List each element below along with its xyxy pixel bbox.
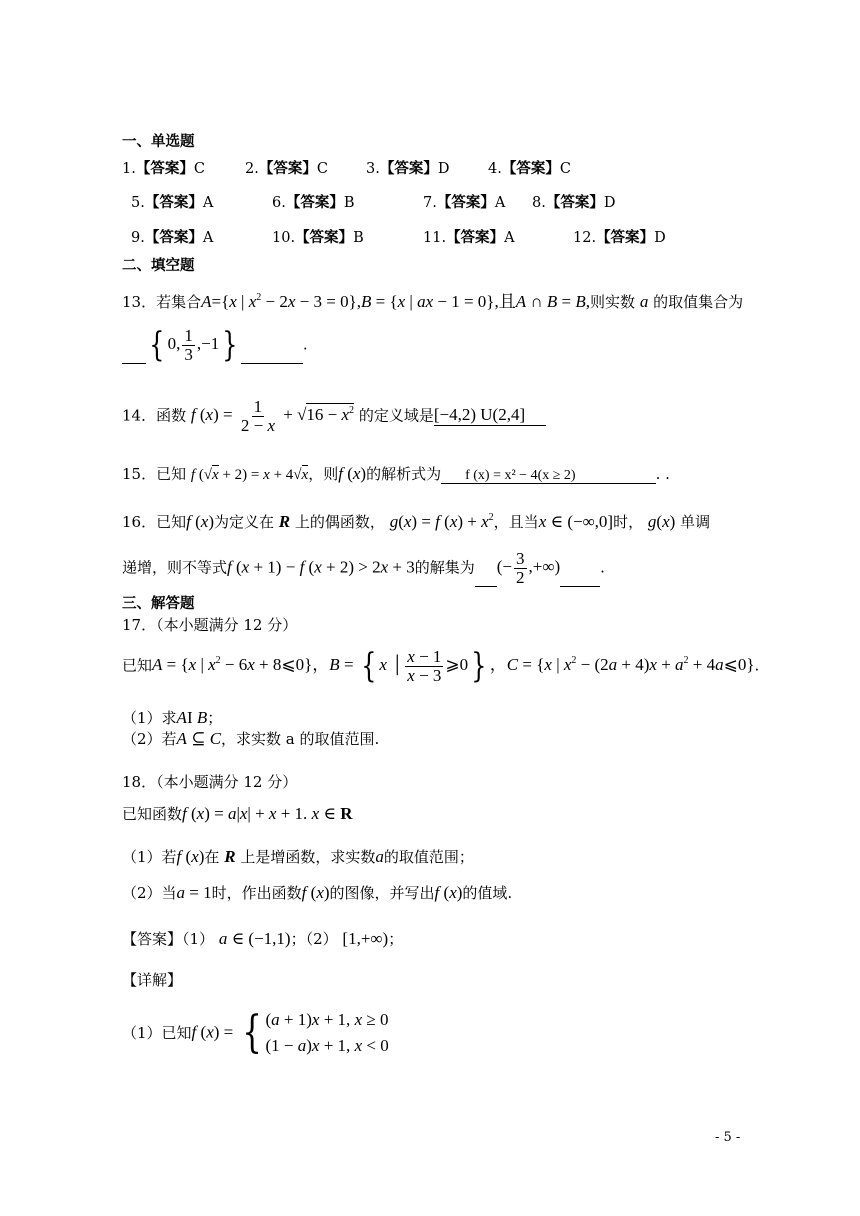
question-16-answer: (− $\frac{3}{2}$ ,+∞) bbox=[496, 549, 561, 587]
answer-9: 9.【答案】A bbox=[131, 230, 214, 246]
page-number: - 5 - bbox=[715, 1130, 741, 1145]
section-heading-solutions: 三、解答题 bbox=[122, 596, 195, 612]
question-17-sets: 已知A = {x | $x^2 - 6x$ + 8⩽0}，B = { x │ $\frac{x - 1}{x - 3}$ ⩾0} ，C = {x | $x^2 - (2a + 4)x + a^2$ + 4a⩽0}. bbox=[122, 646, 760, 687]
question-17-part-1: （1）求AI B； bbox=[122, 708, 223, 727]
question-15: 15．已知 f (√x + 2) = x + 4√x，则f (x)的解析式为 f (x) = x² − 4(x ≥ 2) . . bbox=[122, 464, 670, 483]
answer-6: 6.【答案】B bbox=[272, 195, 355, 211]
question-number: 13． bbox=[122, 293, 157, 311]
answer-10: 10.【答案】B bbox=[272, 230, 364, 246]
question-16-line-1: 16．已知f (x)为定义在 R 上的偶函数， g(x) = f $(x) + x^2$，且当x ∈ (−∞,0]时， g(x) 单调 bbox=[122, 512, 711, 531]
question-18-part-2: （2）当a = 1时，作出函数f (x)的图像，并写出f (x)的值域. bbox=[122, 883, 513, 902]
question-17-part-2: （2）若A ⊆ C，求实数 a 的取值范围. bbox=[122, 729, 380, 748]
question-13: 13．若集合A={x | $x^2 - 2x - 3 = 0\},B = \{x$ | ax − 1 = 0},且A ∩ B = B,则实数 a 的取值集合为 bbox=[122, 292, 744, 311]
answer-12: 12.【答案】D bbox=[573, 230, 666, 246]
question-18-part-1: （1）若f (x)在 R 上是增函数，求实数a的取值范围； bbox=[122, 847, 474, 866]
question-17-header: 17．（本小题满分 12 分） bbox=[122, 616, 298, 634]
question-14-answer: [−4,2) U(2,4] bbox=[434, 405, 546, 426]
question-15-answer: f (x) = x² − 4(x ≥ 2) bbox=[465, 468, 576, 483]
answer-7: 7.【答案】A bbox=[423, 195, 506, 211]
question-14: 14．函数 f (x) = $\frac{1}{2 - x}$ + $√16 - x^2$ 的定义域是[−4,2) U(2,4] bbox=[122, 398, 546, 435]
answer-1: 1.【答案】C bbox=[122, 161, 205, 177]
answer-4: 4.【答案】C bbox=[488, 161, 571, 177]
answer-8: 8.【答案】D bbox=[532, 195, 616, 211]
section-heading-single-choice: 一、单选题 bbox=[122, 134, 195, 150]
question-18-function: 已知函数f (x) = a|x| + x + 1. x ∈ R bbox=[122, 804, 353, 823]
question-18-detail-label: 【详解】 bbox=[122, 971, 183, 989]
question-16-line-2: 递增，则不等式f (x + 1) − f (x + 2) > 2x + 3的解集为 (− $\frac{3}{2}$ ,+∞) . bbox=[122, 549, 605, 587]
question-18-answer: 【答案】（1） a ∈ (−1,1)；（2） [1,+∞)； bbox=[122, 929, 404, 948]
answer-5: 5.【答案】A bbox=[131, 195, 214, 211]
answer-2: 2.【答案】C bbox=[245, 161, 328, 177]
answer-3: 3.【答案】D bbox=[366, 161, 450, 177]
answer-11: 11.【答案】A bbox=[423, 230, 515, 246]
section-heading-fill-in: 二、填空题 bbox=[122, 258, 195, 274]
question-18-header: 18．（本小题满分 12 分） bbox=[122, 773, 298, 791]
question-18-detail: （1）已知f (x) = { (a + 1)x + 1, x ≥ 0 (1 − a)x + 1, x < 0 bbox=[122, 1006, 389, 1058]
question-13-answer: { 0, $\frac{1}{3}$ ,−1} . bbox=[122, 327, 308, 364]
